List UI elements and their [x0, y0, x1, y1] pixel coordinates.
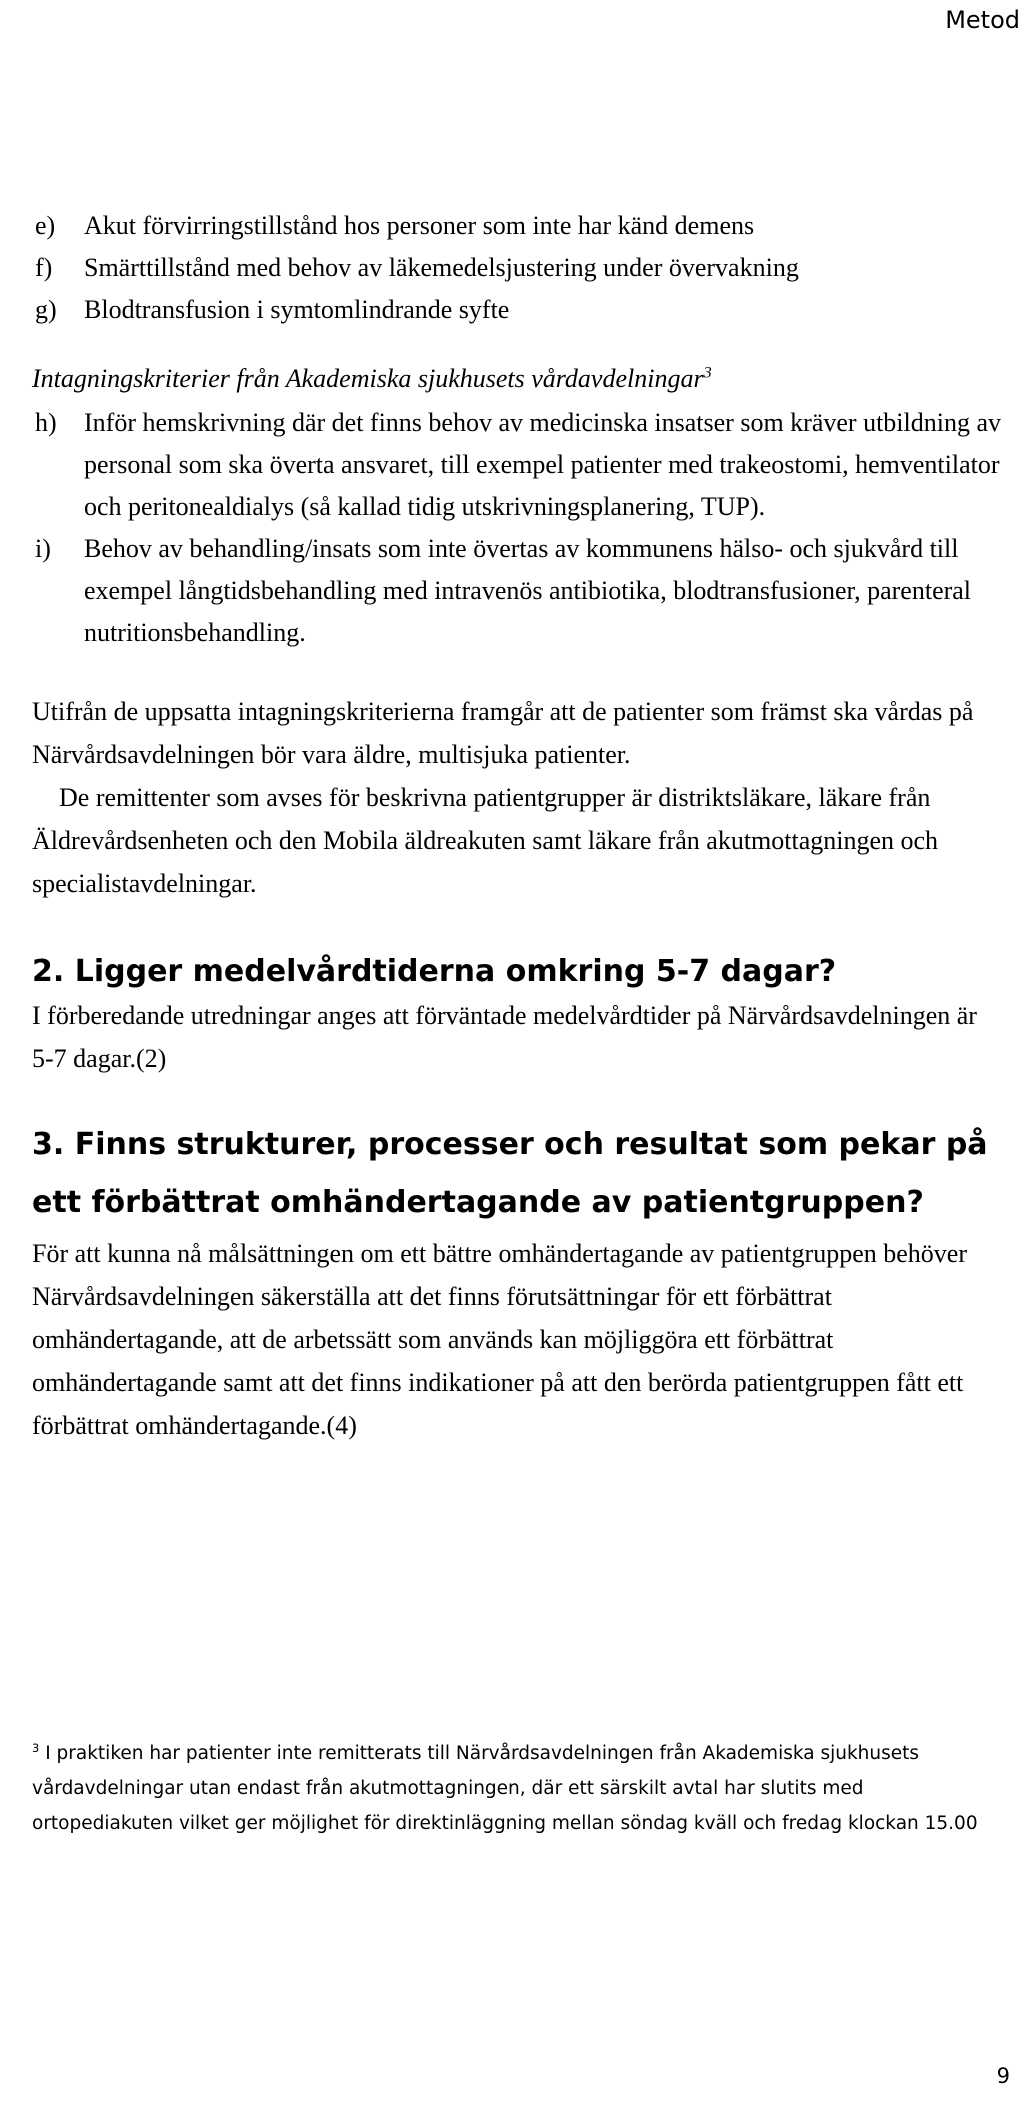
- list-marker: g): [35, 295, 57, 324]
- section-3-text: För att kunna nå målsättningen om ett bättre omhändertagande av patientgruppen behöver Närvårdsavdelningen säkerställa att det finns förutsättningar för ett förbättrat omhändertagande, att de arbetssätt som används kan möjliggöra ett förbättrat omhändertagande samt att det finns indikationer på att den berörda patientgruppen fått ett förbättrat omhändertagande.(4): [32, 1239, 967, 1440]
- list-item-text: Inför hemskrivning där det finns behov av medicinska insatser som kräver utbildning av personal som ska överta ansvaret, till exempel patienter med trakeostomi, hemventilator och peritonealdialys (så kallad tidig utskrivningsplanering, TUP).: [84, 408, 1002, 521]
- footnote-marker: 3: [32, 1740, 40, 1755]
- list-item-text: Akut förvirringstillstånd hos personer som inte har känd demens: [84, 211, 755, 240]
- hospital-criteria-list: [32, 402, 1004, 654]
- list-item-text: Blodtransfusion i symtomlindrande syfte: [84, 295, 510, 324]
- list-marker: i): [35, 534, 51, 563]
- running-header: Metod: [945, 6, 1020, 34]
- list-item: [32, 402, 1004, 528]
- list-item-text: Behov av behandling/insats som inte övertas av kommunens hälso- och sjukvård till exempel långtidsbehandling med intravenös antibiotika, blodtransfusioner, parenteral nutritionsbehandling.: [84, 534, 972, 647]
- list-item: [32, 528, 1004, 654]
- footnote-text: I praktiken har patienter inte remitterats till Närvårdsavdelningen från Akademiska sjukhusets vårdavdelningar utan endast från akutmottagningen, där ett särskilt avtal har slutits med ortopediakuten vilket ger möjlighet för direktinläggning mellan söndag kväll och fredag klockan 15.00: [32, 1743, 978, 1834]
- section-heading-3: 3. Finns strukturer, processer och resultat som pekar på ett förbättrat omhändertagande av patientgruppen?: [32, 1127, 988, 1220]
- page-number: 9: [996, 2064, 1010, 2088]
- list-marker: h): [35, 408, 57, 437]
- paragraph: De remittenter som avses för beskrivna patientgrupper är distriktsläkare, läkare från Äldrevårdsenheten och den Mobila äldreakuten samt läkare från akutmottagningen och specialistavdelningar.: [32, 783, 939, 898]
- list-marker: f): [35, 253, 53, 282]
- list-item-text: Smärttillstånd med behov av läkemedelsjustering under övervakning: [84, 253, 799, 282]
- footnote: [32, 1736, 1007, 1841]
- criteria-subheading-text: Intagningskriterier från Akademiska sjukhusets vårdavdelningar: [32, 364, 704, 393]
- list-item: [32, 205, 1004, 247]
- criteria-subheading: [32, 358, 1004, 400]
- paragraph: Utifrån de uppsatta intagningskriterierna framgår att de patienter som främst ska vårdas på Närvårdsavdelningen bör vara äldre, multisjuka patienter.: [32, 697, 974, 769]
- list-marker: e): [35, 211, 56, 240]
- section-heading-2: 2. Ligger medelvårdtiderna omkring 5-7 dagar?: [32, 954, 837, 989]
- footnote-reference: 3: [703, 364, 712, 382]
- criteria-list-continued: [32, 205, 1004, 331]
- list-item: [32, 247, 1004, 289]
- document-body: [32, 205, 1004, 1447]
- list-item: [32, 289, 1004, 331]
- section-2-text: I förberedande utredningar anges att förväntade medelvårdtider på Närvårdsavdelningen är 5-7 dagar.(2): [32, 1001, 977, 1073]
